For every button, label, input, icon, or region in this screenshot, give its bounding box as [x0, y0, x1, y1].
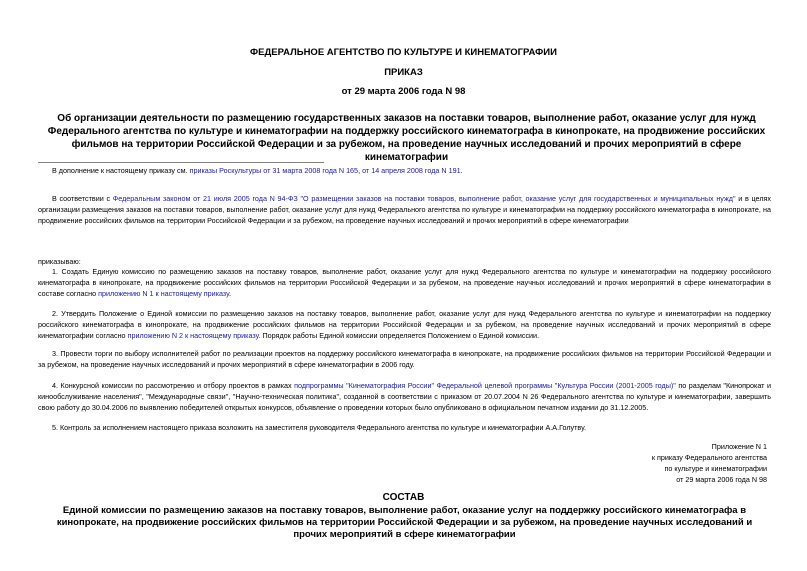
preamble-paragraph: В соответствии с Федеральным законом от 21 июля 2005 года N 94-ФЗ "О размещении заказов на поставки товаров, выполнение работ, оказание услуг для государственных и муниципальных нужд" и в целях организации размещения заказов на поставки товаров, выполнение работ, оказание услуг для нужд Федерального агентства по культуре и кинематографии на поддержку российского кинематографа в кинопрокате, на продвижение российских фильмов на территории Российской Федерации и за рубежом, на проведение научных исследований и прочих мероприятий в сфере кинематографии	[38, 194, 771, 225]
item-4: 4. Конкурсной комиссии по рассмотрению и отбору проектов в рамках подпрограммы "Кинематография России" Федеральной целевой программы "Культура России (2001-2005 годы)" по разделам "Кинопрокат и кинообслуживание населения", "Международные связи", "Научно-техническая политика", созданной в соответствии с приказом от 20.07.2004 N 26 Федерального агентства по культуре и кинематографии, завершить свою работу до 30.04.2006 по выявлению победителей открытых конкурсов, объявление о проведении которых было опубликовано в официальном печатном издании до 31.12.2005.	[38, 381, 771, 412]
annex-line-4: от 29 марта 2006 года N 98	[676, 475, 767, 484]
reference-note: В дополнение к настоящему приказу см. приказы Роскультуры от 31 марта 2008 года N 165, от 14 апреля 2008 года N 191.	[52, 166, 463, 175]
link-order-191[interactable]: от 14 апреля 2008 года N 191	[362, 166, 461, 175]
annex-line-3: по культуре и кинематографии	[664, 464, 767, 473]
item-3: 3. Провести торги по выбору исполнителей работ по реализации проектов на поддержку российского кинематографа в кинопрокате, на продвижение российских фильмов на территории Российской Федерации и за рубежом, на проведение научных исследований и прочих мероприятий в сфере кинематографии в 2006 году.	[38, 349, 771, 369]
link-subprogram[interactable]: подпрограммы "Кинематография России" Федеральной целевой программы "Культура России (2001-2005 годы)"	[294, 381, 676, 390]
doc-title: Об организации деятельности по размещению государственных заказов на поставки товаров, выполнение работ, оказание услуг для нужд Федерального агентства по культуре и кинематографии на поддержку российского кинематографа в кинопрокате, на продвижение российских фильмов на территории Российской Федерации и за рубежом, на проведение научных исследований и прочих мероприятий в сфере кинематографии	[47, 113, 766, 163]
link-annex-1[interactable]: приложению N 1 к настоящему приказу	[98, 289, 230, 298]
doc-date-number: от 29 марта 2006 года N 98	[341, 86, 466, 97]
item-2: 2. Утвердить Положение о Единой комиссии по размещению заказов на поставку товаров, выполнение работ, оказание услуг для нужд Федерального агентства по культуре и кинематографии на поддержку российского кинематографа в кинопрокате, на продвижение российских фильмов на территории Российской Федерации и за рубежом, на проведение научных исследований и прочих мероприятий в сфере кинематографии согласно приложению N 2 к настоящему приказу. Порядок работы Единой комиссии определяется Положением о Единой комиссии.	[38, 309, 771, 340]
sostav-title: Единой комиссии по размещению заказов на поставку товаров, выполнение работ, оказание услуг на поддержку российского кинематографа в кинопрокате, на продвижение российских фильмов на территории Российской Федерации и за рубежом, на проведение научных исследований и прочих мероприятий в сфере кинематографии	[56, 505, 753, 540]
doc-type: ПРИКАЗ	[384, 67, 423, 78]
link-order-165[interactable]: приказы Роскультуры от 31 марта 2008 года N 165	[189, 166, 359, 175]
annex-line-1: Приложение N 1	[711, 442, 767, 451]
item-5: 5. Контроль за исполнением настоящего приказа возложить на заместителя руководителя Федерального агентства по культуре и кинематографии А.А.Голутву.	[52, 423, 586, 432]
annex-line-2: к приказу Федерального агентства	[651, 453, 767, 462]
item-1: 1. Создать Единую комиссию по размещению заказов на поставку товаров, выполнение работ, оказание услуг для нужд Федерального агентства по культуре и кинематографии на поддержку российского кинематографа в кинопрокате, на продвижение российских фильмов на территории Российской Федерации и за рубежом, на проведение научных исследований и прочих мероприятий в сфере кинематографии в составе согласно приложению N 1 к настоящему приказу.	[38, 267, 771, 298]
order-word: приказываю:	[38, 257, 81, 266]
link-federal-law-94[interactable]: Федеральным законом от 21 июля 2005 года N 94-ФЗ	[112, 194, 298, 203]
annex-header	[652, 441, 767, 485]
agency-name: ФЕДЕРАЛЬНОЕ АГЕНТСТВО ПО КУЛЬТУРЕ И КИНЕМАТОГРАФИИ	[250, 47, 557, 58]
link-annex-2[interactable]: приложению N 2 к настоящему приказу	[127, 331, 259, 340]
sostav-heading: СОСТАВ	[382, 492, 425, 503]
separator-line	[38, 162, 324, 163]
link-law-title[interactable]: "О размещении заказов на поставки товаров, выполнение работ, оказание услуг для государственных и муниципальных нужд"	[297, 194, 736, 203]
